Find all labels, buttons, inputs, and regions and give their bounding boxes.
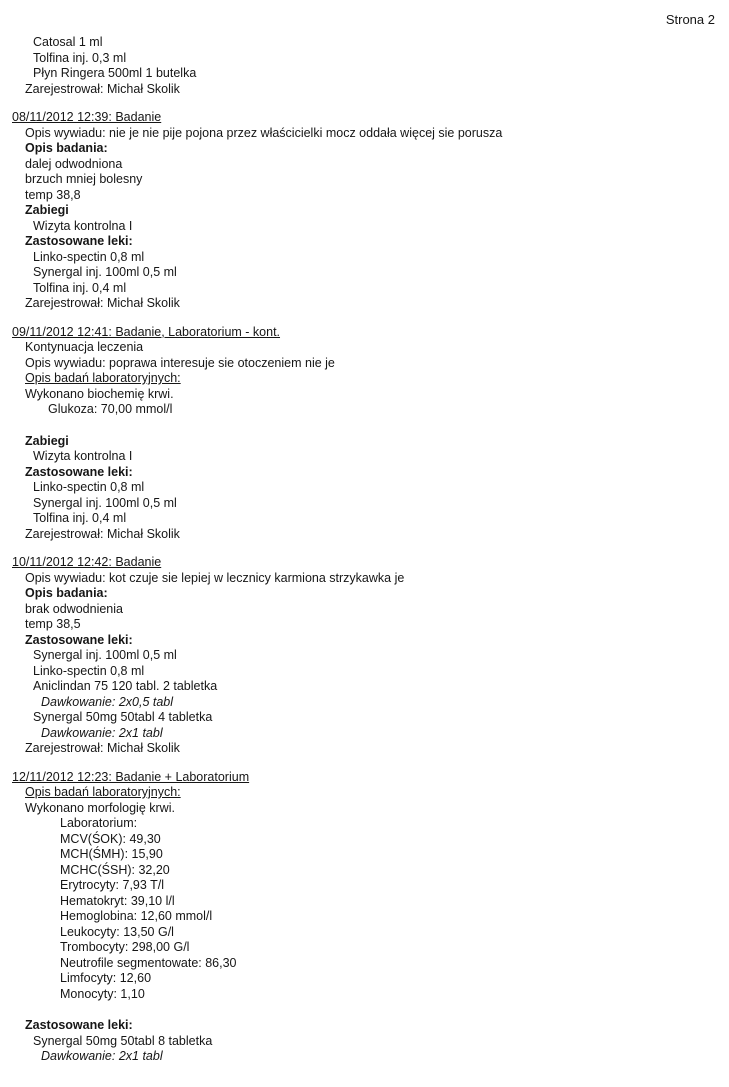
entry-header: 12/11/2012 12:23: Badanie + Laboratorium — [12, 769, 250, 784]
lab-result: MCH(ŚMH): 15,90 — [60, 847, 163, 861]
lab-intro: Wykonano morfologię krwi. — [25, 800, 175, 815]
exam-line: temp 38,5 — [25, 617, 81, 631]
lab-result: Trombocyty: 298,00 G/l — [60, 940, 190, 954]
medication-line: Tolfina inj. 0,3 ml — [33, 50, 127, 65]
medical-record — [0, 35, 720, 1078]
lab-result: Hematokryt: 39,10 l/l — [60, 893, 175, 908]
medications-label: Zastosowane leki: — [25, 464, 133, 479]
entry-header: 09/11/2012 12:41: Badanie, Laboratorium - kont. — [12, 324, 281, 339]
registered-by: Zarejestrował: Michał Skolik — [25, 296, 180, 310]
lab-title: Laboratorium: — [60, 816, 138, 830]
exam-line: brzuch mniej bolesny — [25, 172, 143, 186]
entry-header: 08/11/2012 12:39: Badanie — [12, 110, 162, 124]
lab-result: Limfocyty: 12,60 — [60, 971, 152, 985]
lab-result: Erytrocyty: 7,93 T/l — [60, 878, 164, 892]
procedures-label: Zabiegi — [25, 433, 69, 448]
lab-result: Leukocyty: 13,50 G/l — [60, 924, 174, 939]
medications-label: Zastosowane leki: — [25, 1018, 133, 1032]
medication-line: Płyn Ringera 500ml 1 butelka — [33, 66, 197, 80]
record-entry — [0, 770, 720, 1065]
procedure-line: Wizyta kontrolna I — [33, 449, 133, 463]
medication-line: Synergal inj. 100ml 0,5 ml — [33, 495, 177, 510]
lab-result: MCHC(ŚSH): 32,20 — [60, 862, 170, 877]
spacer — [0, 1002, 720, 1018]
medication-line: Synergal inj. 100ml 0,5 ml — [33, 265, 177, 279]
medication-line: Synergal 50mg 50tabl 4 tabletka — [33, 710, 213, 724]
history-text: Opis wywiadu: poprawa interesuje sie otoczeniem nie je — [25, 355, 335, 370]
medication-line: Tolfina inj. 0,4 ml — [33, 511, 127, 525]
lab-result: Hemoglobina: 12,60 mmol/l — [60, 909, 213, 923]
procedures-label: Zabiegi — [25, 203, 69, 217]
lab-result: Glukoza: 70,00 mmol/l — [48, 402, 173, 416]
medication-line: Synergal 50mg 50tabl 8 tabletka — [33, 1033, 213, 1048]
history-text: Opis wywiadu: nie je nie pije pojona przez właścicielki mocz oddała więcej sie porusza — [25, 125, 503, 140]
record-entry — [0, 555, 720, 757]
page-number: Strona 2 — [665, 12, 715, 27]
dosage-line: Dawkowanie: 2x1 tabl — [41, 1049, 163, 1063]
dosage-line: Dawkowanie: 2x1 tabl — [41, 725, 163, 740]
registered-by: Zarejestrował: Michał Skolik — [25, 81, 180, 96]
registered-by: Zarejestrował: Michał Skolik — [25, 741, 180, 755]
procedure-line: Wizyta kontrolna I — [33, 218, 133, 233]
exam-line: brak odwodnienia — [25, 601, 123, 616]
record-entry — [0, 325, 720, 543]
lab-result: Monocyty: 1,10 — [60, 986, 145, 1001]
medication-line: Synergal inj. 100ml 0,5 ml — [33, 648, 177, 662]
exam-line: dalej odwodniona — [25, 156, 123, 171]
history-text: Opis wywiadu: kot czuje sie lepiej w lecznicy karmiona strzykawka je — [25, 570, 405, 585]
exam-label: Opis badania: — [25, 141, 108, 155]
medication-line: Linko-spectin 0,8 ml — [33, 663, 145, 678]
exam-label: Opis badania: — [25, 586, 108, 600]
medication-line: Aniclindan 75 120 tabl. 2 tabletka — [33, 679, 218, 693]
medications-label: Zastosowane leki: — [25, 234, 133, 248]
record-entry — [0, 110, 720, 312]
continuation-text: Kontynuacja leczenia — [25, 340, 144, 354]
medication-line: Tolfina inj. 0,4 ml — [33, 280, 127, 295]
medication-line: Catosal 1 ml — [33, 35, 103, 49]
exam-line: temp 38,8 — [25, 187, 81, 202]
record-entry-continued — [0, 35, 720, 97]
entry-header: 10/11/2012 12:42: Badanie — [12, 555, 162, 569]
spacer — [0, 418, 720, 434]
lab-label: Opis badań laboratoryjnych: — [25, 371, 181, 385]
medications-label: Zastosowane leki: — [25, 632, 133, 647]
lab-result: MCV(ŚOK): 49,30 — [60, 831, 161, 846]
medication-line: Linko-spectin 0,8 ml — [33, 249, 145, 264]
registered-by: Zarejestrował: Michał Skolik — [25, 526, 180, 541]
lab-intro: Wykonano biochemię krwi. — [25, 386, 174, 401]
dosage-line: Dawkowanie: 2x0,5 tabl — [41, 694, 174, 709]
lab-result: Neutrofile segmentowate: 86,30 — [60, 955, 237, 970]
medication-line: Linko-spectin 0,8 ml — [33, 480, 145, 494]
lab-label: Opis badań laboratoryjnych: — [25, 785, 181, 799]
